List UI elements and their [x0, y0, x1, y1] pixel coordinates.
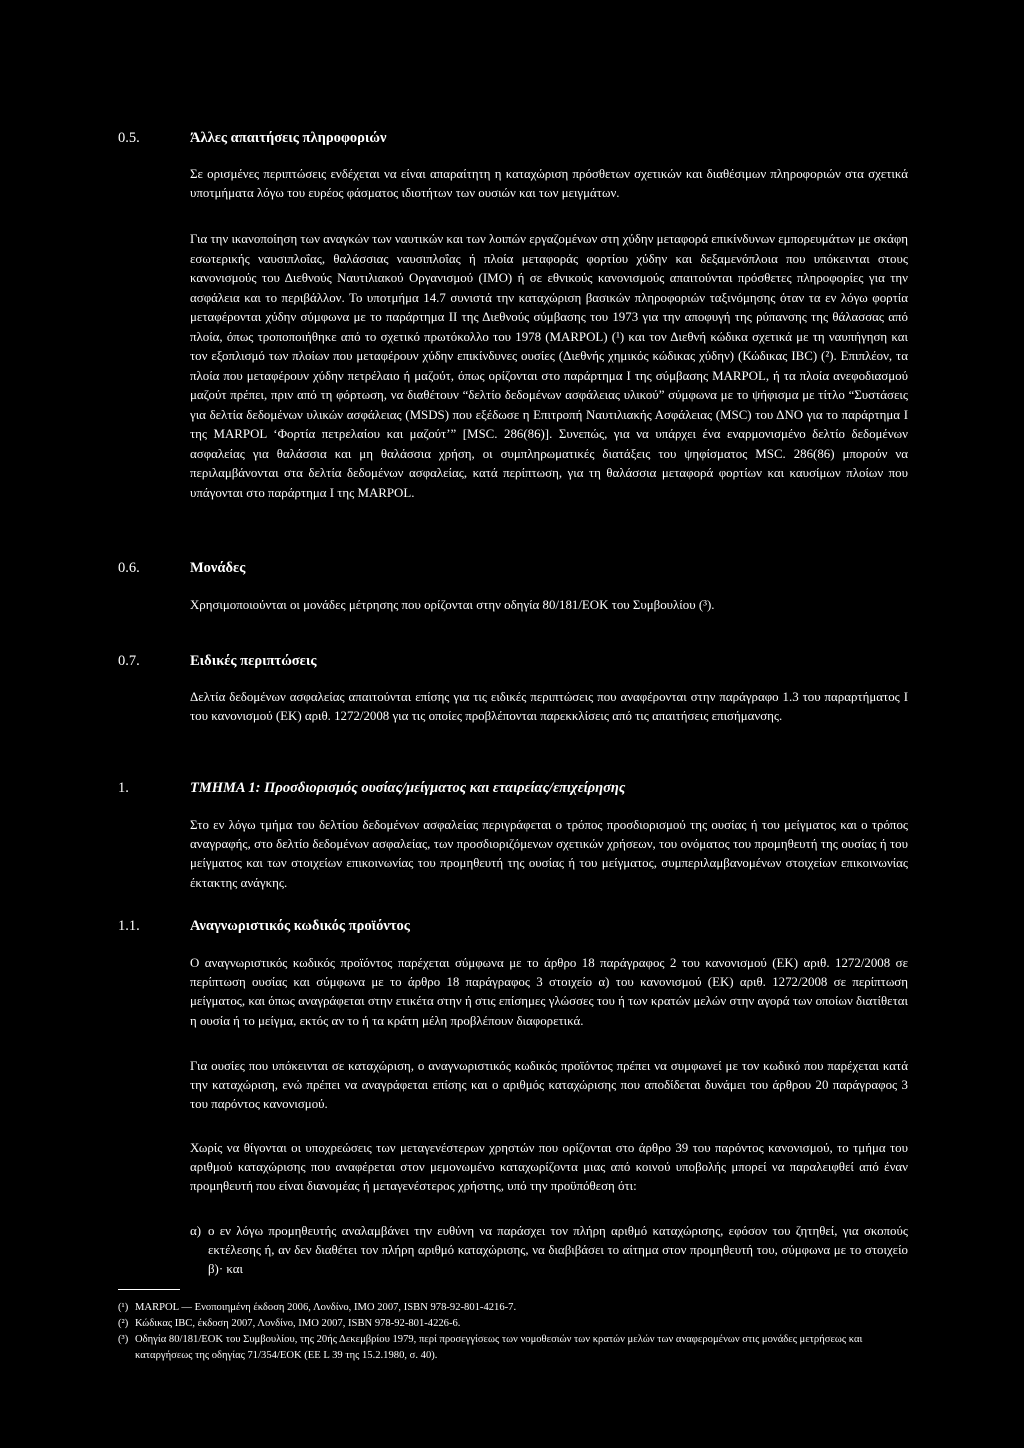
section-title: Αναγνωριστικός κωδικός προϊόντος	[190, 918, 410, 934]
footnote-mark: (³)	[118, 1334, 129, 1345]
section-1-1-paragraph-2: Για ουσίες που υπόκεινται σε καταχώριση, ο αναγνωριστικός κωδικός προϊόντος πρέπει να συμφωνεί με τον κωδικό που παρέχεται κατά την καταχώριση, ενώ πρέπει να αναγράφεται επίσης και ο αριθμός καταχώρισης που αποδίδεται δυνάμει του άρθρου 20 παράγραφος 3 του παρόντος κανονισμού.	[190, 1059, 908, 1112]
section-title: Ειδικές περιπτώσεις	[190, 653, 317, 669]
section-number: 0.7.	[118, 653, 140, 669]
section-title: Άλλες απαιτήσεις πληροφοριών	[190, 130, 387, 146]
section-0-6-paragraph-1: Χρησιμοποιούνται οι μονάδες μέτρησης που ορίζονται στην οδηγία 80/181/ΕΟΚ του Συμβουλίου (³).	[190, 598, 715, 612]
section-number: 1.1.	[118, 918, 140, 934]
footnote-text: Οδηγία 80/181/ΕΟΚ του Συμβουλίου, της 20ής Δεκεμβρίου 1979, περί προσεγγίσεως των νομοθεσιών των κρατών μελών των αναφερομένων στις μονάδες μετρήσεως και καταργήσεως της οδηγίας 71/354/ΕΟΚ (ΕΕ L 39 της 15.2.1980, σ. 40).	[135, 1334, 863, 1361]
footnote-text: MARPOL — Ενοποιημένη έκδοση 2006, Λονδίνο, IMO 2007, ISBN 978-92-801-4216-7.	[135, 1302, 517, 1313]
footnote-text: Κώδικας IBC, έκδοση 2007, Λονδίνο, IMO 2007, ISBN 978-92-801-4226-6.	[135, 1318, 461, 1329]
section-0-5-paragraph-2: Για την ικανοποίηση των αναγκών των ναυτικών και των λοιπών εργαζομένων στη χύδην μεταφορά επικίνδυνων εμπορευμάτων με σκάφη εσωτερικής ναυσιπλοΐας, θαλάσσιας ναυσιπλοΐας ή πλοία μεταφοράς φορτίου χύδην και δεξαμενόπλοια που υπόκεινται στους κανονισμούς του Διεθνούς Ναυτιλιακού Οργανισμού (IMO) ή σε εθνικούς κανονισμούς απαιτούνται πρόσθετες πληροφορίες για την ασφάλεια και το περιβάλλον. Το υποτμήμα 14.7 συνιστά την καταχώριση βασικών πληροφοριών ταξινόμησης όταν τα εν λόγω φορτία μεταφέρονται χύδην σύμφωνα με το παράρτημα II της Διεθνούς σύμβασης του 1973 για την αποφυγή της ρύπανσης της θάλασσας από πλοία, όπως τροποποιήθηκε από το σχετικό πρωτόκολλο του 1978 (MARPOL) (¹) και τον Διεθνή κώδικα σχετικά με τη ναυπήγηση και τον εξοπλισμό των πλοίων που μεταφέρουν χύδην επικίνδυνες ουσίες (Διεθνής χημικός κώδικας χύδην) (Κώδικας IBC) (²). Επιπλέον, τα πλοία που μεταφέρουν χύδην πετρέλαιο ή μαζούτ, όπως ορίζονται στο παράρτημα I της σύμβασης MARPOL, ή τα πλοία ανεφοδιασμού μαζούτ πρέπει, πριν από τη φόρτωση, να διαθέτουν “δελτίο δεδομένων ασφάλειας υλικού” σύμφωνα με το ψήφισμα με τίτλο “Συστάσεις για δελτία δεδομένων υλικών ασφάλειας (MSDS) που εξέδωσε η Επιτροπή Ναυτιλιακής Ασφάλειας (MSC) του ΔΝΟ για το παράρτημα I της MARPOL ‘Φορτία πετρελαίου και μαζούτ’” [MSC. 286(86)]. Συνεπώς, για να υπάρχει ένα εναρμονισμένο δελτίο δεδομένων ασφαλείας για θαλάσσια και μη θαλάσσια χρήση, οι συμπληρωματικές διατάξεις του ψηφίσματος MSC. 286(86) μπορούν να περιλαμβάνονται στα δελτία δεδομένων ασφαλείας, κατά περίπτωση, για τη θαλάσσια μεταφορά φορτίων και καυσίμων πλοίων που υπάγονται στο παράρτημα I της MARPOL.	[190, 232, 908, 500]
section-0-5-paragraph-1: Σε ορισμένες περιπτώσεις ενδέχεται να είναι απαραίτητη η καταχώριση πρόσθετων σχετικών και διαθέσιμων πληροφοριών στα σχετικά υποτμήματα λόγω του ευρέος φάσματος ιδιοτήτων των ουσιών και των μειγμάτων.	[190, 167, 908, 201]
section-number: 0.6.	[118, 560, 140, 576]
footnote-mark: (¹)	[118, 1302, 129, 1313]
section-title: ΤΜΗΜΑ 1: Προσδιορισμός ουσίας/μείγματος και εταιρείας/επιχείρησης	[190, 780, 626, 796]
section-1-1-paragraph-1: Ο αναγνωριστικός κωδικός προϊόντος παρέχεται σύμφωνα με το άρθρο 18 παράγραφος 2 του κανονισμού (ΕΚ) αριθ. 1272/2008 σε περίπτωση ουσίας και σύμφωνα με το άρθρο 18 παράγραφος 3 στοιχείο α) του κανονισμού (ΕΚ) αριθ. 1272/2008 σε περίπτωση μείγματος, και όπως αναγράφεται στην ετικέτα στην ή στις επίσημες γλώσσες του ή των κρατών μελών στην αγορά των οποίων διατίθεται η ουσία ή το μείγμα, εκτός αν το ή τα κράτη μέλη προβλέπουν διαφορετικά.	[190, 956, 908, 1028]
section-1-1-paragraph-3: Χωρίς να θίγονται οι υποχρεώσεις των μεταγενέστερων χρηστών που ορίζονται στο άρθρο 39 του παρόντος κανονισμού, το τμήμα του αριθμού καταχώρισης που αναφέρεται στον μεμονωμένο καταχωρίζοντα μιας από κοινού υποβολής μπορεί να παραλειφθεί από έναν προμηθευτή που είναι διανομέας ή μεταγενέστερος χρήστης, υπό την προϋπόθεση ότι:	[190, 1141, 908, 1194]
list-item-label: α)	[190, 1224, 202, 1238]
footnote-3	[118, 1332, 908, 1364]
section-0-7-paragraph-1: Δελτία δεδομένων ασφαλείας απαιτούνται επίσης για τις ειδικές περιπτώσεις που αναφέρονται στην παράγραφο 1.3 του παραρτήματος I του κανονισμού (ΕΚ) αριθ. 1272/2008 για τις οποίες προβλέπονται παρεκκλίσεις από τις απαιτήσεις επισήμανσης.	[190, 690, 908, 724]
section-number: 1.	[118, 780, 129, 796]
footnotes	[118, 1300, 908, 1364]
footnote-divider	[118, 1289, 180, 1290]
footnote-mark: (²)	[118, 1318, 129, 1329]
footnote-1	[118, 1300, 908, 1316]
section-1-paragraph-1: Στο εν λόγω τμήμα του δελτίου δεδομένων ασφαλείας περιγράφεται ο τρόπος προσδιορισμού της ουσίας ή του μείγματος και ο τρόπος αναγραφής, στο δελτίο δεδομένων ασφαλείας, των προσδιοριζόμενων σχετικών χρήσεων, του ονόματος του προμηθευτή της ουσίας ή του μείγματος και των στοιχείων επικοινωνίας του προμηθευτή της ουσίας ή του μείγματος, συμπεριλαμβανομένων στοιχείων επικοινωνίας έκτακτης ανάγκης.	[190, 818, 908, 890]
footnote-2	[118, 1316, 908, 1332]
section-title: Μονάδες	[190, 560, 246, 576]
list-item-text: ο εν λόγω προμηθευτής αναλαμβάνει την ευθύνη να παράσχει τον πλήρη αριθμό καταχώρισης, εφόσον του ζητηθεί, για σκοπούς εκτέλεσης ή, αν δεν διαθέτει τον πλήρη αριθμό καταχώρισης, να διαβιβάσει το αίτημα στον προμηθευτή του, σύμφωνα με το στοιχείο β)· και	[208, 1224, 908, 1277]
section-number: 0.5.	[118, 130, 140, 146]
